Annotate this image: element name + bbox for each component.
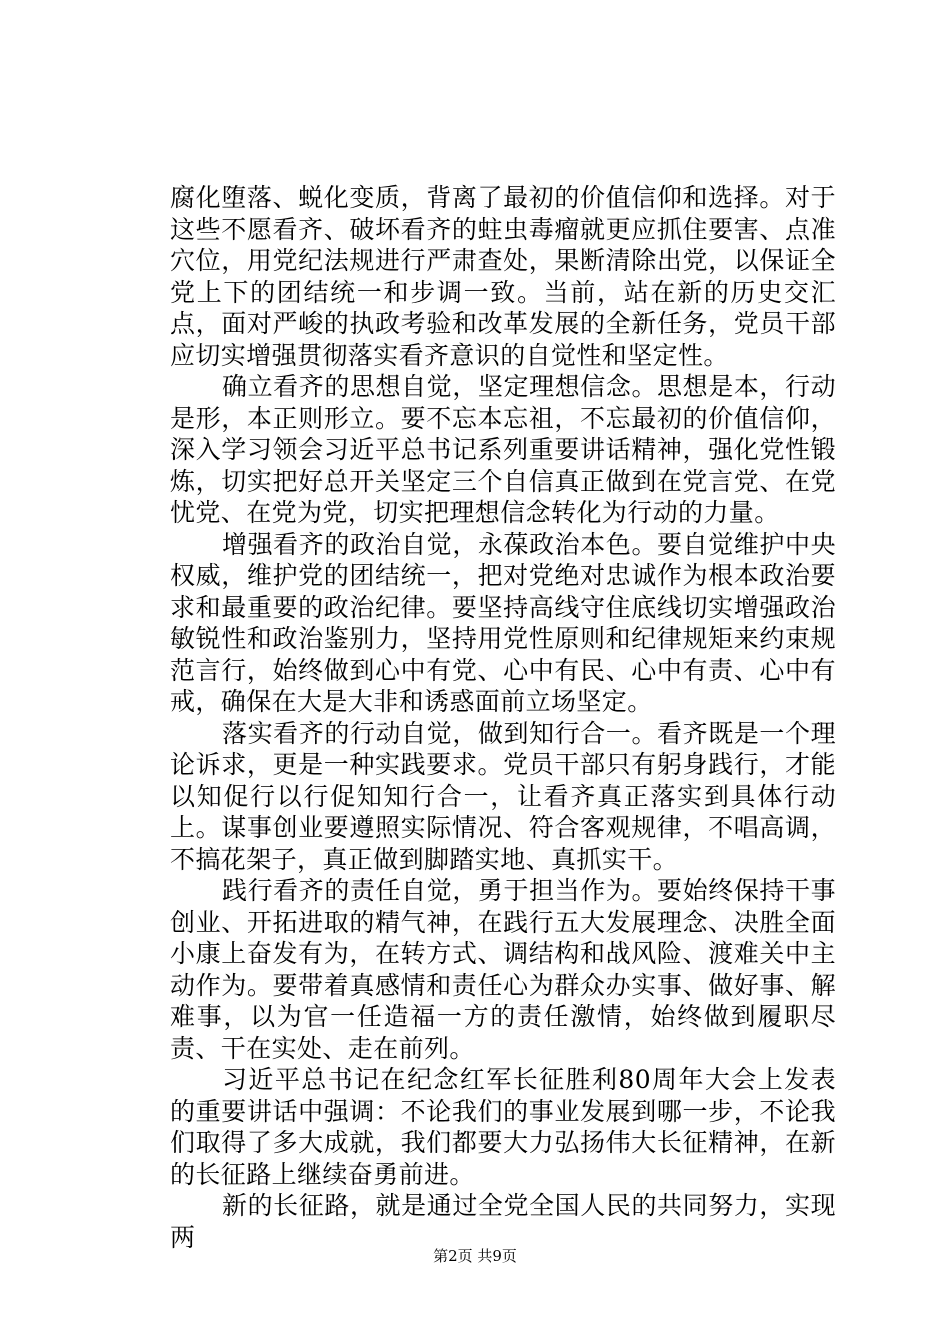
document-body xyxy=(170,182,836,1253)
page-footer: 第2页 共9页 xyxy=(433,1247,517,1265)
paragraph-action-awareness: 落实看齐的行动自觉，做到知行合一。看齐既是一个理论诉求，更是一种实践要求。党员干部只有躬身践行，才能以知促行以行促知知行合一，让看齐真正落实到具体行动上。谋事创业要遵照实际情况、符合客观规律，不唱高调，不搞花架子，真正做到脚踏实地、真抓实干。 xyxy=(170,718,836,874)
paragraph-long-march-speech: 习近平总书记在纪念红军长征胜利80周年大会上发表的重要讲话中强调：不论我们的事业发展到哪一步，不论我们取得了多大成就，我们都要大力弘扬伟大长征精神，在新的长征路上继续奋勇前进。 xyxy=(170,1065,836,1189)
paragraph-new-long-march: 新的长征路，就是通过全党全国人民的共同努力，实现两 xyxy=(170,1191,836,1252)
paragraph-political-awareness: 增强看齐的政治自觉，永葆政治本色。要自觉维护中央权威，维护党的团结统一，把对党绝对忠诚作为根本政治要求和最重要的政治纪律。要坚持高线守住底线切实增强政治敏锐性和政治鉴别力，坚持用党性原则和纪律规矩来约束规范言行，始终做到心中有党、心中有民、心中有责、心中有戒，确保在大是大非和诱惑面前立场坚定。 xyxy=(170,529,836,716)
paragraph-responsibility-awareness: 践行看齐的责任自觉，勇于担当作为。要始终保持干事创业、开拓进取的精气神，在践行五大发展理念、决胜全面小康上奋发有为，在转方式、调结构和战风险、渡难关中主动作为。要带着真感情和责任心为群众办实事、做好事、解难事，以为官一任造福一方的责任激情，始终做到履职尽责、干在实处、走在前列。 xyxy=(170,876,836,1063)
paragraph-thought-awareness: 确立看齐的思想自觉，坚定理想信念。思想是本，行动是形，本正则形立。要不忘本忘祖，不忘最初的价值信仰，深入学习领会习近平总书记系列重要讲话精神，强化党性锻炼，切实把好总开关坚定三个自信真正做到在党言党、在党忧党、在党为党，切实把理想信念转化为行动的力量。 xyxy=(170,372,836,527)
paragraph-continued: 腐化堕落、蜕化变质，背离了最初的价值信仰和选择。对于这些不愿看齐、破坏看齐的蛀虫毒瘤就更应抓住要害、点准穴位，用党纪法规进行严肃查处，果断清除出党，以保证全党上下的团结统一和步调一致。当前，站在新的历史交汇点，面对严峻的执政考验和改革发展的全新任务，党员干部应切实增强贯彻落实看齐意识的自觉性和坚定性。 xyxy=(170,183,836,370)
